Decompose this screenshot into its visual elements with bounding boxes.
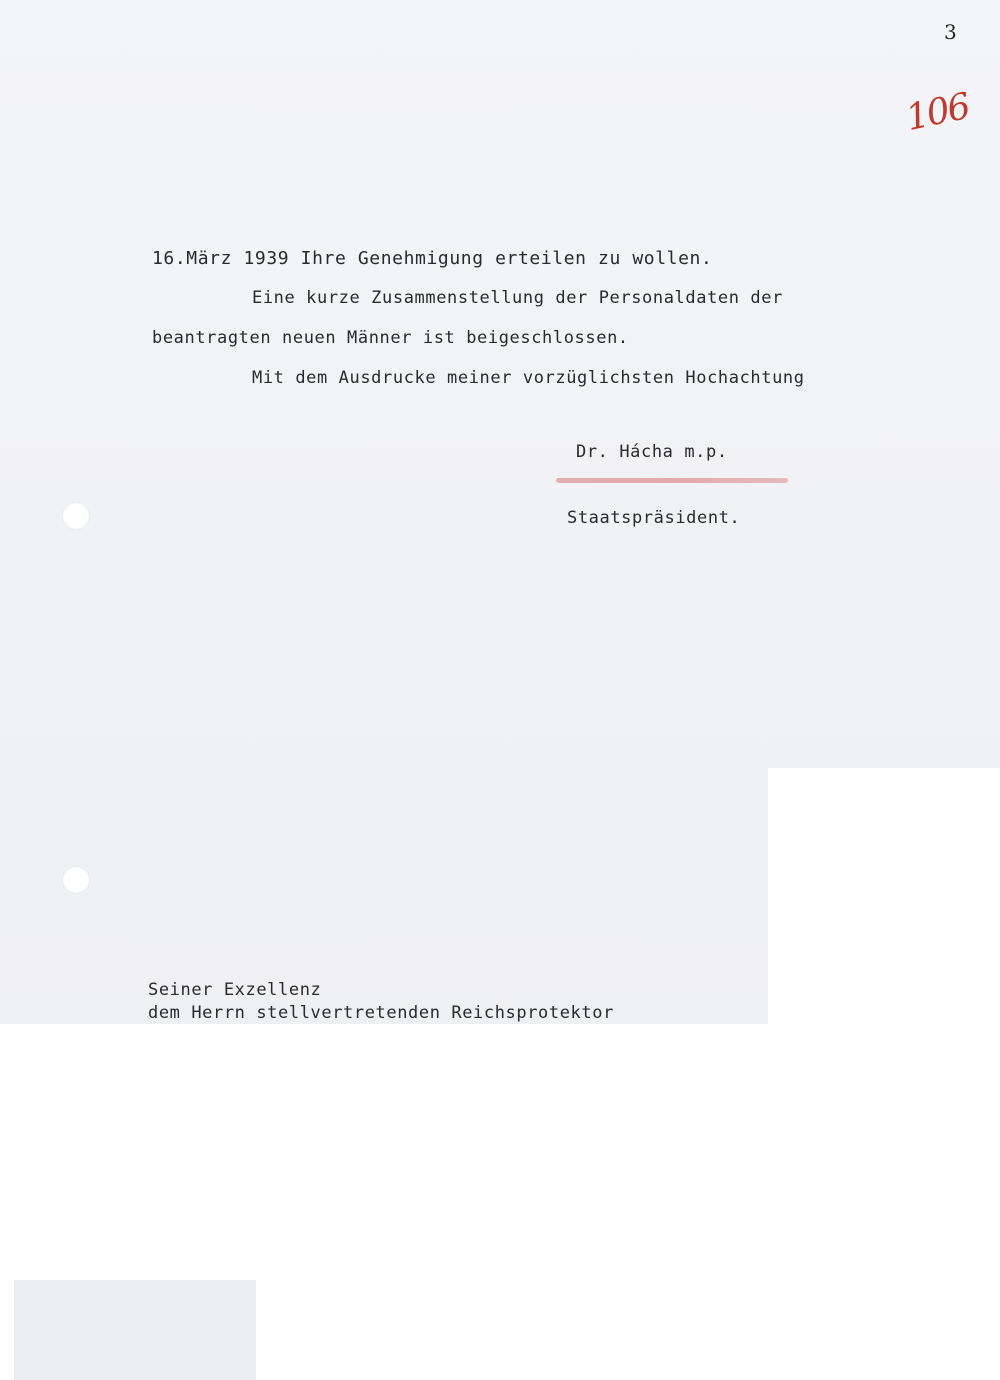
folio-number: 106: [902, 85, 973, 140]
signature: Dr. Hácha m.p.: [576, 442, 728, 462]
address-line: Seiner Exzellenz: [148, 980, 322, 1000]
body-line: Mit dem Ausdrucke meiner vorzüglichsten Hochachtung: [252, 368, 805, 388]
address-line: dem Herrn stellvertretenden Reichsprotektor: [148, 1003, 614, 1023]
punch-hole: [62, 866, 90, 894]
scan-blank-area: [768, 768, 1000, 1380]
body-line: 16.März 1939 Ihre Genehmigung erteilen zu wollen.: [152, 248, 713, 269]
signature-title: Staatspräsident.: [567, 508, 741, 528]
body-line: Eine kurze Zusammenstellung der Personaldaten der: [252, 288, 783, 308]
punch-hole: [62, 502, 90, 530]
body-line: beantragten neuen Männer ist beigeschlossen.: [152, 328, 629, 348]
red-underline: [556, 478, 788, 483]
page-number: 3: [944, 20, 957, 44]
scan-artifact: [14, 1280, 256, 1380]
